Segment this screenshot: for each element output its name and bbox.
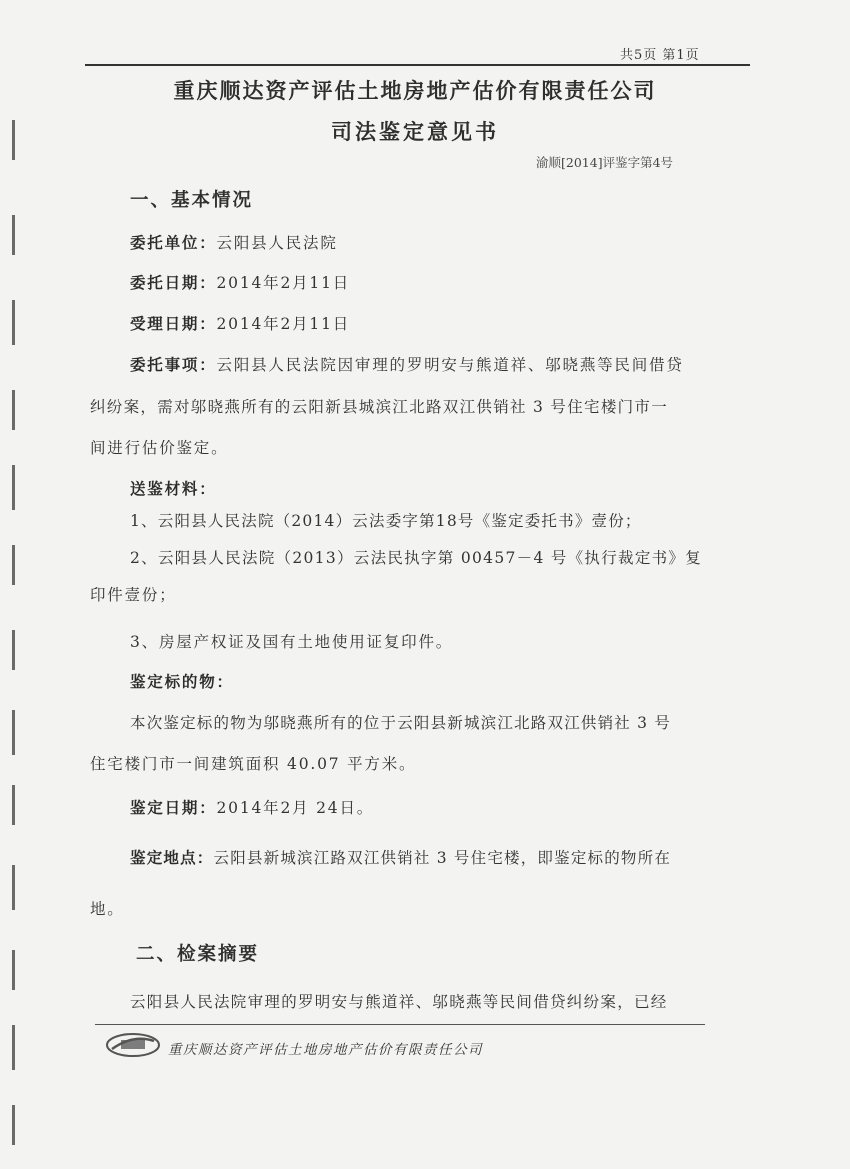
location-label: 鉴定地点： bbox=[130, 849, 214, 867]
page-count: 共5页 第1页 bbox=[620, 48, 700, 63]
footer-company-name: 重庆顺达资产评估土地房地产估价有限责任公司 bbox=[168, 1042, 483, 1058]
client-row bbox=[130, 231, 338, 253]
entrust-date-label: 委托日期： bbox=[130, 274, 217, 292]
matter-row bbox=[130, 353, 684, 375]
binding-marks bbox=[12, 120, 16, 1160]
matter-label: 委托事项： bbox=[130, 356, 217, 374]
matter-line1: 云阳县人民法院因审理的罗明安与熊道祥、邬晓燕等民间借贷 bbox=[216, 356, 684, 374]
subject-line1: 本次鉴定标的物为邬晓燕所有的位于云阳县新城滨江北路双江供销社 3 号 bbox=[130, 714, 672, 732]
matter-line3: 间进行估价鉴定。 bbox=[90, 439, 229, 457]
appraisal-date-value: 2014年2月 24日。 bbox=[216, 799, 375, 817]
client-label: 委托单位： bbox=[130, 234, 217, 252]
accept-date-value: 2014年2月11日 bbox=[216, 315, 351, 333]
material-item-1: 1、云阳县人民法院（2014）云法委字第18号《鉴定委托书》壹份； bbox=[130, 512, 642, 530]
header-rule bbox=[85, 64, 750, 66]
company-title: 重庆顺达资产评估土地房地产估价有限责任公司 bbox=[173, 79, 657, 103]
footer-rule bbox=[95, 1024, 705, 1025]
matter-line2: 纠纷案，需对邬晓燕所有的云阳新县城滨江北路双江供销社 3 号住宅楼门市一 bbox=[90, 398, 669, 416]
location-value: 云阳县新城滨江路双江供销社 3 号住宅楼，即鉴定标的物所在 bbox=[213, 849, 672, 867]
section1-heading: 一、基本情况 bbox=[130, 190, 254, 211]
client-value: 云阳县人民法院 bbox=[216, 234, 338, 252]
accept-date-label: 受理日期： bbox=[130, 315, 217, 333]
accept-date-row bbox=[130, 312, 350, 334]
location-row bbox=[130, 846, 671, 868]
entrust-date-row bbox=[130, 271, 350, 293]
material-item-2-cont: 印件壹份； bbox=[90, 586, 177, 604]
subject-line2: 住宅楼门市一间建筑面积 40.07 平方米。 bbox=[90, 755, 417, 773]
section2-heading: 二、检案摘要 bbox=[136, 944, 260, 965]
appraisal-date-row bbox=[130, 796, 374, 818]
appraisal-date-label: 鉴定日期： bbox=[130, 799, 217, 817]
company-logo-icon bbox=[104, 1030, 162, 1060]
entrust-date-value: 2014年2月11日 bbox=[216, 274, 351, 292]
materials-label: 送鉴材料： bbox=[130, 480, 217, 498]
location-line2: 地。 bbox=[90, 900, 125, 918]
material-item-3: 3、房屋产权证及国有土地使用证复印件。 bbox=[130, 633, 454, 651]
subject-label: 鉴定标的物： bbox=[130, 673, 234, 691]
material-item-2: 2、云阳县人民法院（2013）云法民执字第 00457－4 号《执行裁定书》复 bbox=[130, 549, 703, 567]
document-title: 司法鉴定意见书 bbox=[331, 120, 499, 144]
case-summary-line1: 云阳县人民法院审理的罗明安与熊道祥、邬晓燕等民间借贷纠纷案，已经 bbox=[130, 993, 668, 1011]
document-number: 渝顺[2014]评鉴字第4号 bbox=[536, 155, 674, 170]
